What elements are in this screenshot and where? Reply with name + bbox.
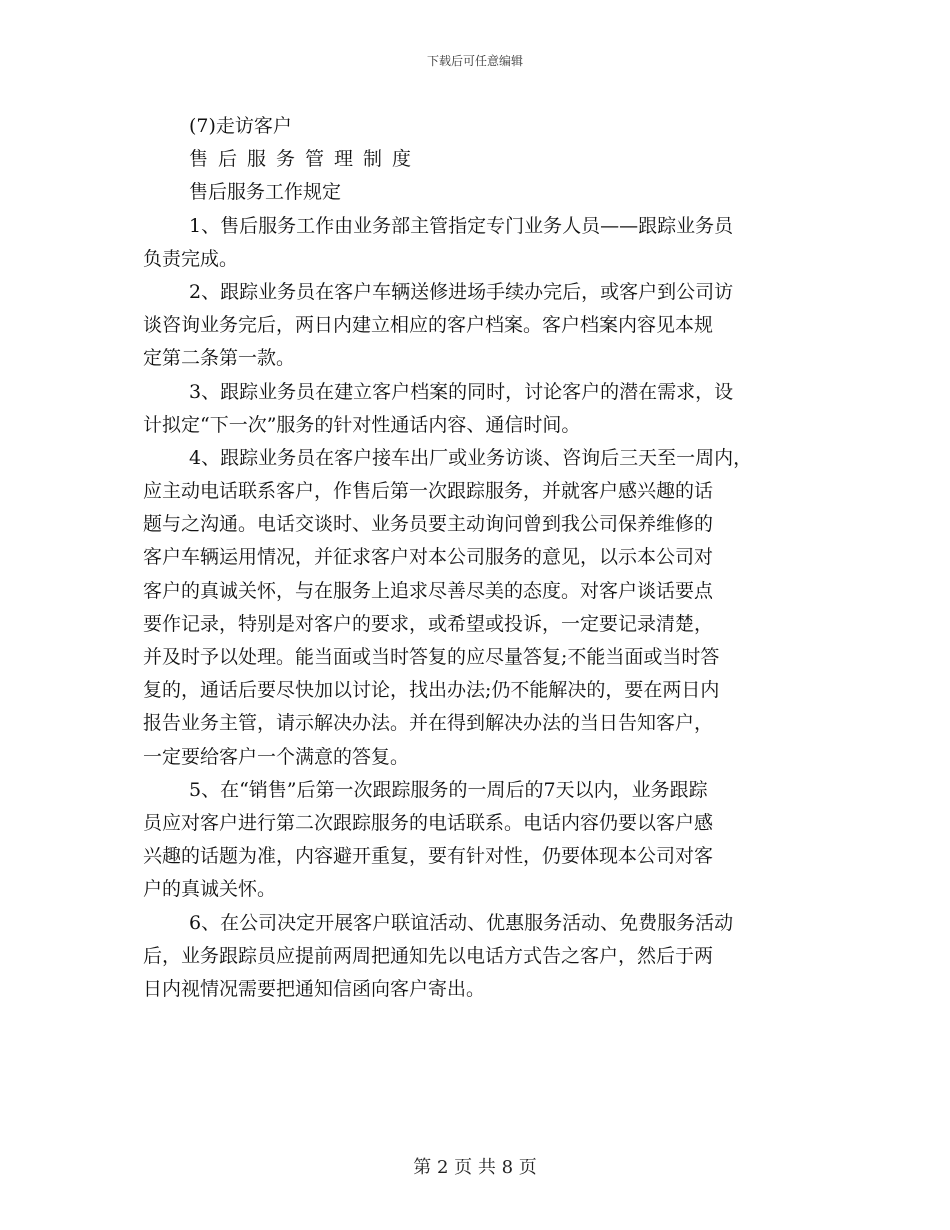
text-line: 6、在公司决定开展客户联谊活动、优惠服务活动、免费服务活动 bbox=[189, 911, 734, 934]
text-line: 负责完成。 bbox=[143, 247, 239, 270]
text-line: 报告业务主管，请示解决办法。并在得到解决办法的当日告知客户， bbox=[143, 712, 714, 735]
text-line: 售后服务管理制度 bbox=[189, 148, 422, 171]
text-line: 4、跟踪业务员在客户接车出厂或业务访谈、咨询后三天至一周内， bbox=[189, 446, 753, 469]
text-line: 售后服务工作规定 bbox=[189, 181, 342, 204]
page-header: 下载后可任意编辑 bbox=[426, 54, 523, 68]
text-line: 2、跟踪业务员在客户车辆送修进场手续办完后，或客户到公司访 bbox=[189, 280, 734, 303]
text-line: 一定要给客户一个满意的答复。 bbox=[143, 745, 410, 768]
text-line: 5、在“销售”后第一次跟踪服务的一周后的7天以内，业务跟踪 bbox=[189, 778, 708, 801]
text-line: 题与之沟通。电话交谈时、业务员要主动询问曾到我公司保养维修的 bbox=[143, 513, 714, 536]
text-line: 复的，通话后要尽快加以讨论，找出办法;仍不能解决的，要在两日内 bbox=[143, 679, 720, 702]
text-line: 后，业务跟踪员应提前两周把通知先以电话方式告之客户，然后于两 bbox=[143, 944, 714, 967]
text-line: 兴趣的话题为准，内容避开重复，要有针对性，仍要体现本公司对客 bbox=[143, 845, 714, 868]
text-line: 应主动电话联系客户，作售后第一次跟踪服务，并就客户感兴趣的话 bbox=[143, 480, 714, 503]
text-line: 3、跟踪业务员在建立客户档案的同时，讨论客户的潜在需求，设 bbox=[189, 380, 734, 403]
text-line: (7)走访客户 bbox=[189, 115, 292, 137]
text-line: 员应对客户进行第二次跟踪服务的电话联系。电话内容仍要以客户感 bbox=[143, 811, 714, 834]
document-body bbox=[143, 110, 813, 1006]
text-line: 定第二条第一款。 bbox=[143, 347, 296, 370]
text-line: 客户的真诚关怀，与在服务上追求尽善尽美的态度。对客户谈话要点 bbox=[143, 579, 714, 602]
text-line: 户的真诚关怀。 bbox=[143, 878, 277, 901]
text-line: 要作记录，特别是对客户的要求，或希望或投诉，一定要记录清楚， bbox=[143, 612, 714, 635]
text-line: 客户车辆运用情况，并征求客户对本公司服务的意见，以示本公司对 bbox=[143, 546, 714, 569]
text-line: 计拟定“下一次”服务的针对性通话内容、通信时间。 bbox=[143, 413, 581, 436]
text-line: 1、售后服务工作由业务部主管指定专门业务人员——跟踪业务员 bbox=[189, 214, 734, 237]
text-line: 谈咨询业务完后，两日内建立相应的客户档案。客户档案内容见本规 bbox=[143, 314, 714, 337]
page-footer: 第 2 页 共 8 页 bbox=[413, 1157, 537, 1178]
text-line: 并及时予以处理。能当面或当时答复的应尽量答复;不能当面或当时答 bbox=[143, 646, 720, 668]
text-line: 日内视情况需要把通知信函向客户寄出。 bbox=[143, 977, 486, 1000]
